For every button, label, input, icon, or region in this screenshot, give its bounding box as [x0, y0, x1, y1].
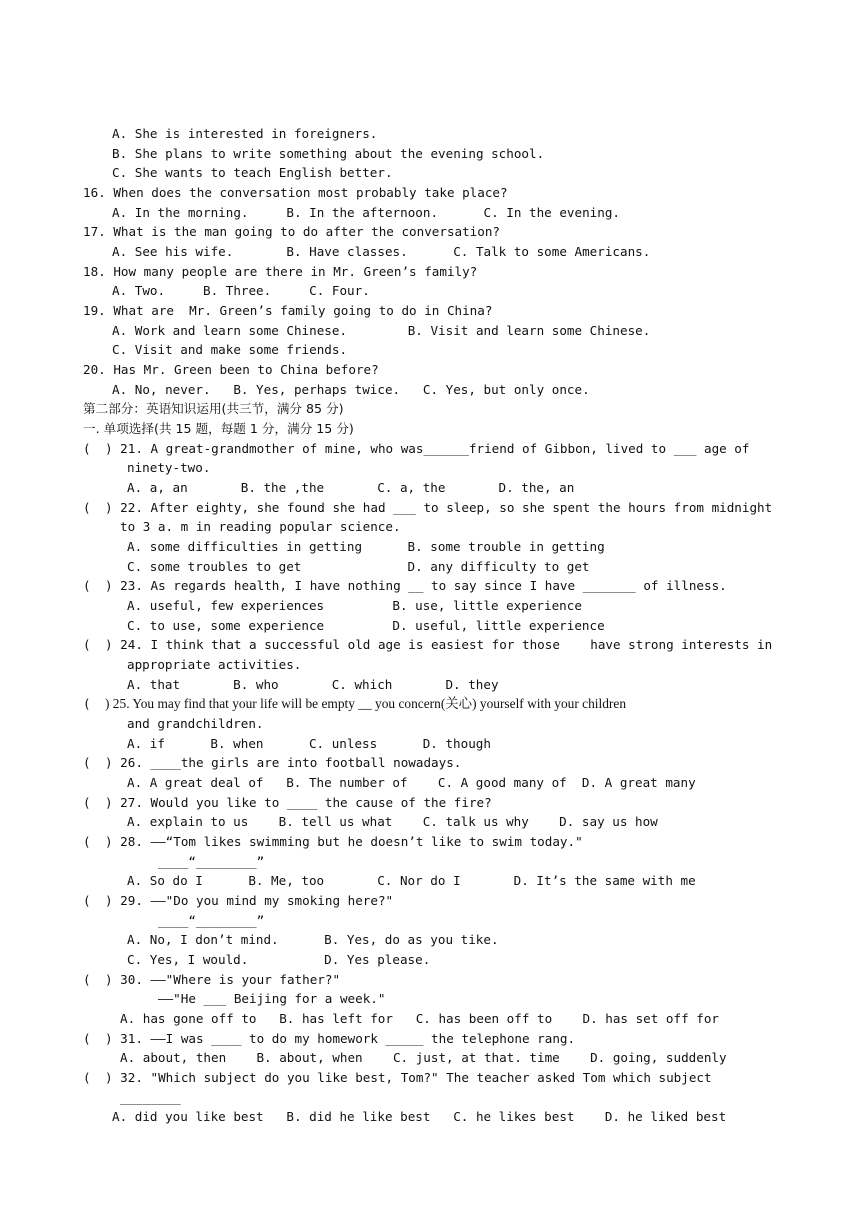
text-line: 16. When does the conversation most probably take place? [83, 185, 508, 200]
text-line: C. She wants to teach English better. [112, 165, 393, 180]
text-line: ——"He ___ Beijing for a week." [158, 991, 386, 1006]
answer-paren: ( [83, 893, 91, 908]
text-line: A. She is interested in foreigners. [112, 126, 378, 141]
text-line: 19. What are Mr. Green’s family going to do in China? [83, 303, 493, 318]
text-line: to 3 a. m in reading popular science. [120, 519, 401, 534]
text-line: A. Two. B. Three. C. Four. [112, 283, 370, 298]
answer-paren: ( [83, 441, 91, 456]
question-line: ) 26. ____the girls are into football nowadays. [105, 755, 462, 770]
question-line: ) 25. You may find that your life will be empty __ you concern(关心) yourself with your children [105, 696, 627, 711]
answer-paren: ( [83, 1031, 91, 1046]
text-line: A. that B. who C. which D. they [127, 677, 499, 692]
text-line: A. about, then B. about, when C. just, at that. time D. going, suddenly [120, 1050, 727, 1065]
text-line: A. did you like best B. did he like best C. he likes best D. he liked best [112, 1109, 727, 1124]
text-line: A. some difficulties in getting B. some trouble in getting [127, 539, 605, 554]
question-line: ) 21. A great-grandmother of mine, who was______friend of Gibbon, lived to ___ age of [105, 441, 750, 456]
text-line: A. No, I don’t mind. B. Yes, do as you tike. [127, 932, 499, 947]
text-line: A. has gone off to B. has left for C. has been off to D. has set off for [120, 1011, 719, 1026]
question-line: ) 31. ——I was ____ to do my homework _____ the telephone rang. [105, 1031, 576, 1046]
answer-paren: ( [83, 637, 91, 652]
text-line: 一. 单项选择(共 15 题，每题 1 分，满分 15 分) [83, 421, 354, 436]
answer-paren: ( [83, 795, 91, 810]
text-line: 17. What is the man going to do after the conversation? [83, 224, 501, 239]
answer-paren: ( [83, 755, 91, 770]
text-line: A. So do I B. Me, too C. Nor do I D. It’s the same with me [127, 873, 696, 888]
question-line: ) 23. As regards health, I have nothing __ to say since I have _______ of illness. [105, 578, 727, 593]
text-line: A. No, never. B. Yes, perhaps twice. C. Yes, but only once. [112, 382, 590, 397]
question-line: ) 22. After eighty, she found she had ___ to sleep, so she spent the hours from midnight [105, 500, 773, 515]
text-line: A. useful, few experiences B. use, little experience [127, 598, 582, 613]
text-line: ninety-two. [127, 460, 211, 475]
answer-paren: ( [83, 972, 91, 987]
text-line: B. She plans to write something about the evening school. [112, 146, 545, 161]
text-line: 18. How many people are there in Mr. Green’s family? [83, 264, 478, 279]
text-line: A. if B. when C. unless D. though [127, 736, 491, 751]
text-line: C. some troubles to get D. any difficulty to get [127, 559, 590, 574]
question-line: ) 30. ——"Where is your father?" [105, 972, 341, 987]
question-line: ) 28. ——“Tom likes swimming but he doesn’t like to swim today." [105, 834, 583, 849]
text-line: ____“________” [158, 913, 265, 928]
text-line: C. Visit and make some friends. [112, 342, 348, 357]
text-line: ____“________” [158, 854, 265, 869]
text-line: A. Work and learn some Chinese. B. Visit and learn some Chinese. [112, 323, 651, 338]
text-line: 20. Has Mr. Green been to China before? [83, 362, 379, 377]
question-line: ) 29. ——"Do you mind my smoking here?" [105, 893, 394, 908]
text-line: and grandchildren. [127, 716, 264, 731]
answer-paren: ( [83, 834, 91, 849]
text-line: C. to use, some experience D. useful, little experience [127, 618, 605, 633]
answer-paren: ( [83, 1070, 91, 1085]
text-line: ________ [120, 1090, 181, 1105]
answer-paren: ( [83, 696, 91, 711]
text-line: A. See his wife. B. Have classes. C. Talk to some Americans. [112, 244, 651, 259]
question-line: ) 27. Would you like to ____ the cause of the fire? [105, 795, 492, 810]
answer-paren: ( [83, 500, 91, 515]
text-line: 第二部分：英语知识运用(共三节，满分 85 分) [83, 401, 344, 416]
answer-paren: ( [83, 578, 91, 593]
question-line: ) 24. I think that a successful old age is easiest for those have strong interests in [105, 637, 773, 652]
text-line: A. a, an B. the ,the C. a, the D. the, an [127, 480, 575, 495]
text-line: A. A great deal of B. The number of C. A good many of D. A great many [127, 775, 696, 790]
text-line: A. explain to us B. tell us what C. talk us why D. say us how [127, 814, 658, 829]
text-line: appropriate activities. [127, 657, 302, 672]
text-line: C. Yes, I would. D. Yes please. [127, 952, 431, 967]
text-line: A. In the morning. B. In the afternoon. C. In the evening. [112, 205, 620, 220]
question-line: ) 32. "Which subject do you like best, Tom?" The teacher asked Tom which subject [105, 1070, 712, 1085]
